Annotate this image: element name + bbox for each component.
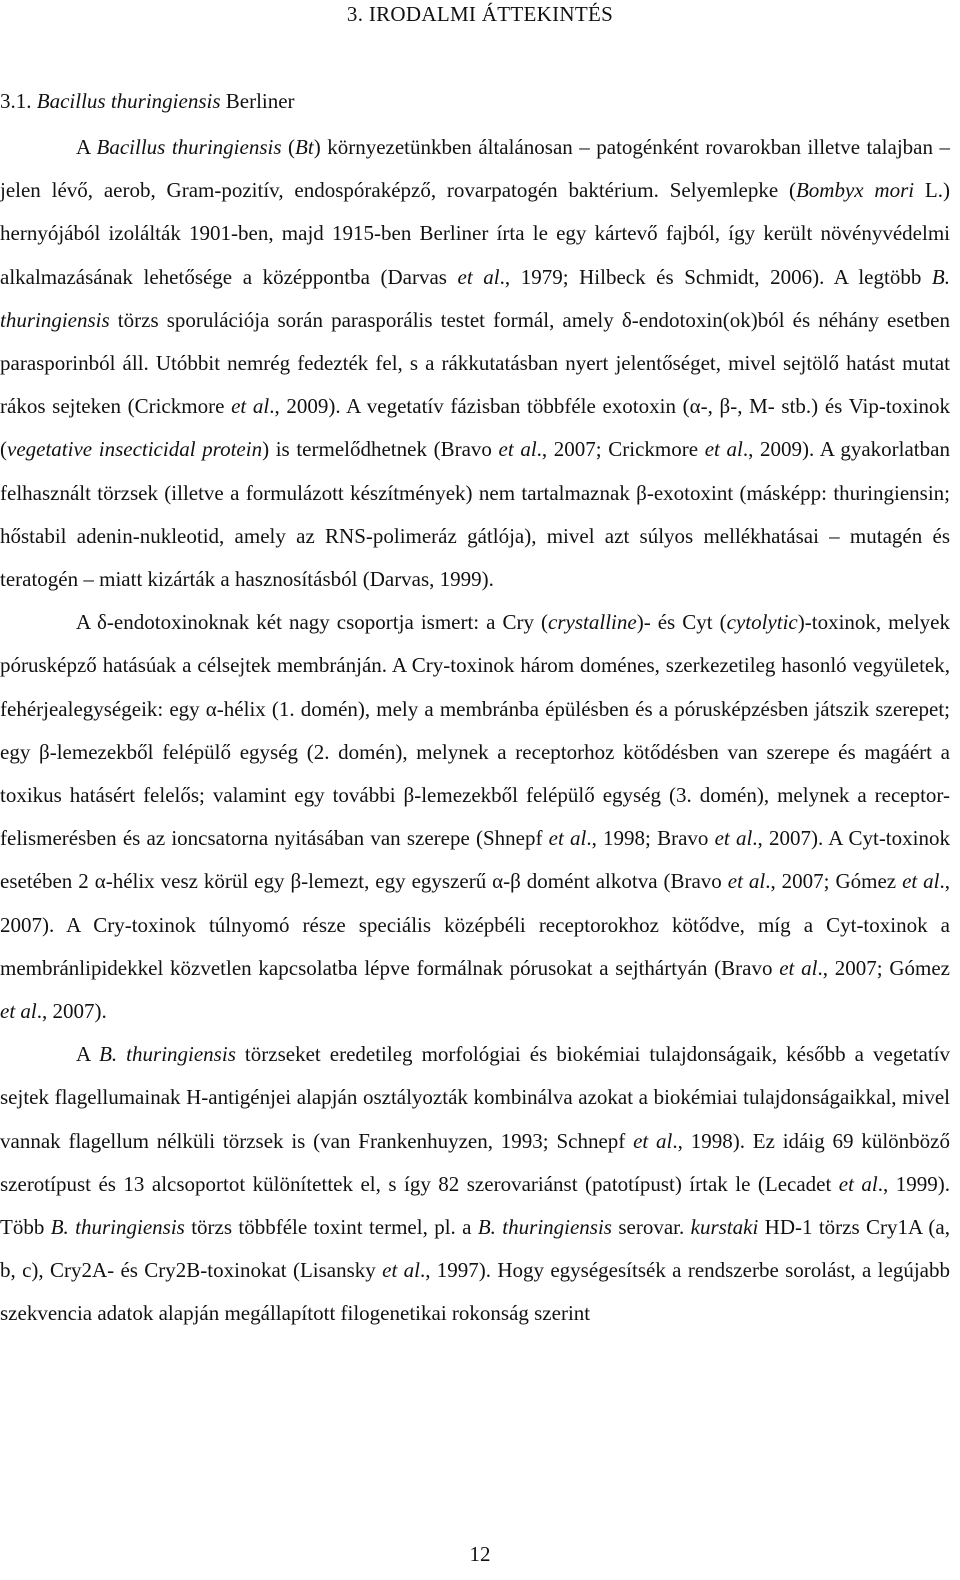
italic-text-run: et al [457,264,500,289]
text-run: ., 2007). A Cry-toxinok túlnyomó része speciális középbéli receptorokhoz kötődve, míg a Cyt-toxinok a membránlipidekkel közvetlen kapcsolatba lépve formálnak pórusokat a sejthártyán (Bravo [0,869,951,980]
text-run: ) környezetünkben általánosan – patogénként rovarokban illetve talajban – jelen lévő, aerob, Gram-pozitív, endospóraképző, rovarpatogén baktérium. Selyemlepke ( [0,135,950,203]
italic-text-run: et al [633,1128,673,1153]
text-run: törzs sporulációja során parasporális testet formál, amely δ-endotoxin(ok)ból és néhány esetben parasporinból áll. Utóbbit nemrég fedezték fel, s a rákkutatásban nyert jelentőséget, mivel sejtölő hatást mutat rákos sejteken (Crickmore [0,307,950,419]
section-heading [0,89,295,114]
text-run: törzseket eredetileg morfológiai és biokémiai tulajdonságaik, később a vegetatív sejtek flagellumainak H-antigénjei alapján osztályozták kombinálva azokat a biokémiai tulajdonságaikkal, mivel vannak flagellum nélküli törzsek is (van Frankenhuyzen, 1993; Schnepf [0,1042,950,1153]
italic-text-run: kurstaki [690,1215,759,1240]
section-heading-species: Bacillus thuringiensis [36,89,221,113]
text-run: ., 1997). Hogy egységesítsék a rendszerbe sorolást, a legújabb szekvencia adatok alapján megállapított filogenetikai rokonság szerint [0,1258,950,1326]
text-run: A δ-endotoxinoknak két nagy csoportja ismert: a Cry ( [76,610,549,635]
text-run: ., 2007). A Cyt-toxinok esetében 2 α-hélix vesz körül egy β-lemezt, egy egyszerű α-β domént alkotva (Bravo [0,826,950,894]
body-text [0,126,950,1336]
text-run: törzs többféle toxint termel, pl. a [184,1215,478,1240]
italic-text-run: Bombyx mori [795,178,915,203]
italic-text-run: et al [704,437,743,462]
italic-text-run: et al [727,869,766,894]
text-run: serovar. [611,1215,691,1240]
italic-text-run: et al [714,826,753,851]
paragraph-2 [0,601,950,1033]
paragraph-3 [0,1033,950,1335]
text-run: )-toxinok, melyek pórusképző hatásúak a célsejtek membránján. A Cry-toxinok három doménes, szerkezetileg hasonló vegyületek, fehérjealegységeik: egy α-hélix (1. domén), mely a membránba épülésben és a pórusképzésben játszik szerepet; egy β-lemezekből felépülő egység (2. domén), melynek a receptorhoz kötődésben van szerepe és magáért a toxikus hatásért felelős; valamint egy további β-lemezekből felépülő egység (3. domén), melynek a receptor-felismerésben és az ioncsatorna nyitásában van szerepe (Shnepf [0,610,950,851]
page-number: 12 [469,1542,491,1566]
text-run: HD-1 törzs Cry1A (a, b, c), Cry2A- és Cry2B-toxinokat (Lisansky [0,1215,950,1283]
text-run: A [76,135,97,159]
italic-text-run: crystalline [548,610,637,635]
italic-text-run: et al [548,826,587,851]
text-run: ., 2009). A vegetatív fázisban többféle exotoxin (α-, β-, M- stb.) és Vip-toxinok ( [0,394,950,462]
text-run: ) is termelődhetnek (Bravo [262,437,499,462]
text-run: L.) hernyójából izolálták 1901-ben, majd 1915-ben Berliner írta le egy kártevő fajból, így került növényvédelmi alkalmazásának lehetősége a középpontba (Darvas [0,178,950,289]
italic-text-run: B. thuringiensis [50,1215,185,1240]
italic-text-run: et al [498,437,537,462]
text-run: ., 1998). Ez idáig 69 különböző szerotípust és 13 alcsoportot különítettek el, s így 82 szerovariánst (patotípust) írtak le (Lecadet [0,1128,950,1196]
chapter-heading: 3. IRODALMI ÁTTEKINTÉS [346,2,614,26]
text-run: ., 2009). A gyakorlatban felhasznált törzsek (illetve a formulázott készítmények) nem tartalmaznak β-exotoxint (másképp: thuringiensin; hőstabil adenin-nukleotid, amely az RNS-polimeráz gátlója), mivel azt súlyos mellékhatásai – mutagén és teratogén – miatt kizárták a hasznosításból (Darvas, 1999). [0,437,950,592]
text-run: ., 2007). [36,999,107,1024]
text-run: ., 1979; Hilbeck és Schmidt, 2006). A legtöbb [499,264,932,289]
italic-text-run: et al [779,955,818,980]
text-run: ., 1999). Több [0,1171,950,1240]
italic-text-run: et al [0,999,37,1024]
text-run: ., 1998; Bravo [586,826,715,851]
text-run: A [76,1042,100,1067]
text-run: ., 2007; Gómez [765,869,903,894]
italic-text-run: Bt [295,135,314,159]
italic-text-run: B. thuringiensis [99,1042,236,1067]
italic-text-run: vegetative insecticidal protein [7,437,263,462]
italic-text-run: et al [902,869,940,894]
italic-text-run: et al [838,1171,878,1196]
italic-text-run: et al [382,1258,420,1283]
italic-text-run: Bacillus thuringiensis [96,135,282,159]
paragraph-1 [0,126,950,601]
italic-text-run: cytolytic [726,610,798,635]
italic-text-run: B. thuringiensis [477,1215,612,1240]
section-heading-number: 3.1. [0,89,37,113]
italic-text-run: B. thuringiensis [0,264,950,332]
text-run: ( [281,135,296,159]
text-run: ., 2007; Gómez [817,955,950,980]
italic-text-run: et al [231,394,270,419]
section-heading-author: Berliner [220,89,295,113]
text-run: )- és Cyt ( [636,610,727,635]
text-run: ., 2007; Crickmore [536,437,705,462]
